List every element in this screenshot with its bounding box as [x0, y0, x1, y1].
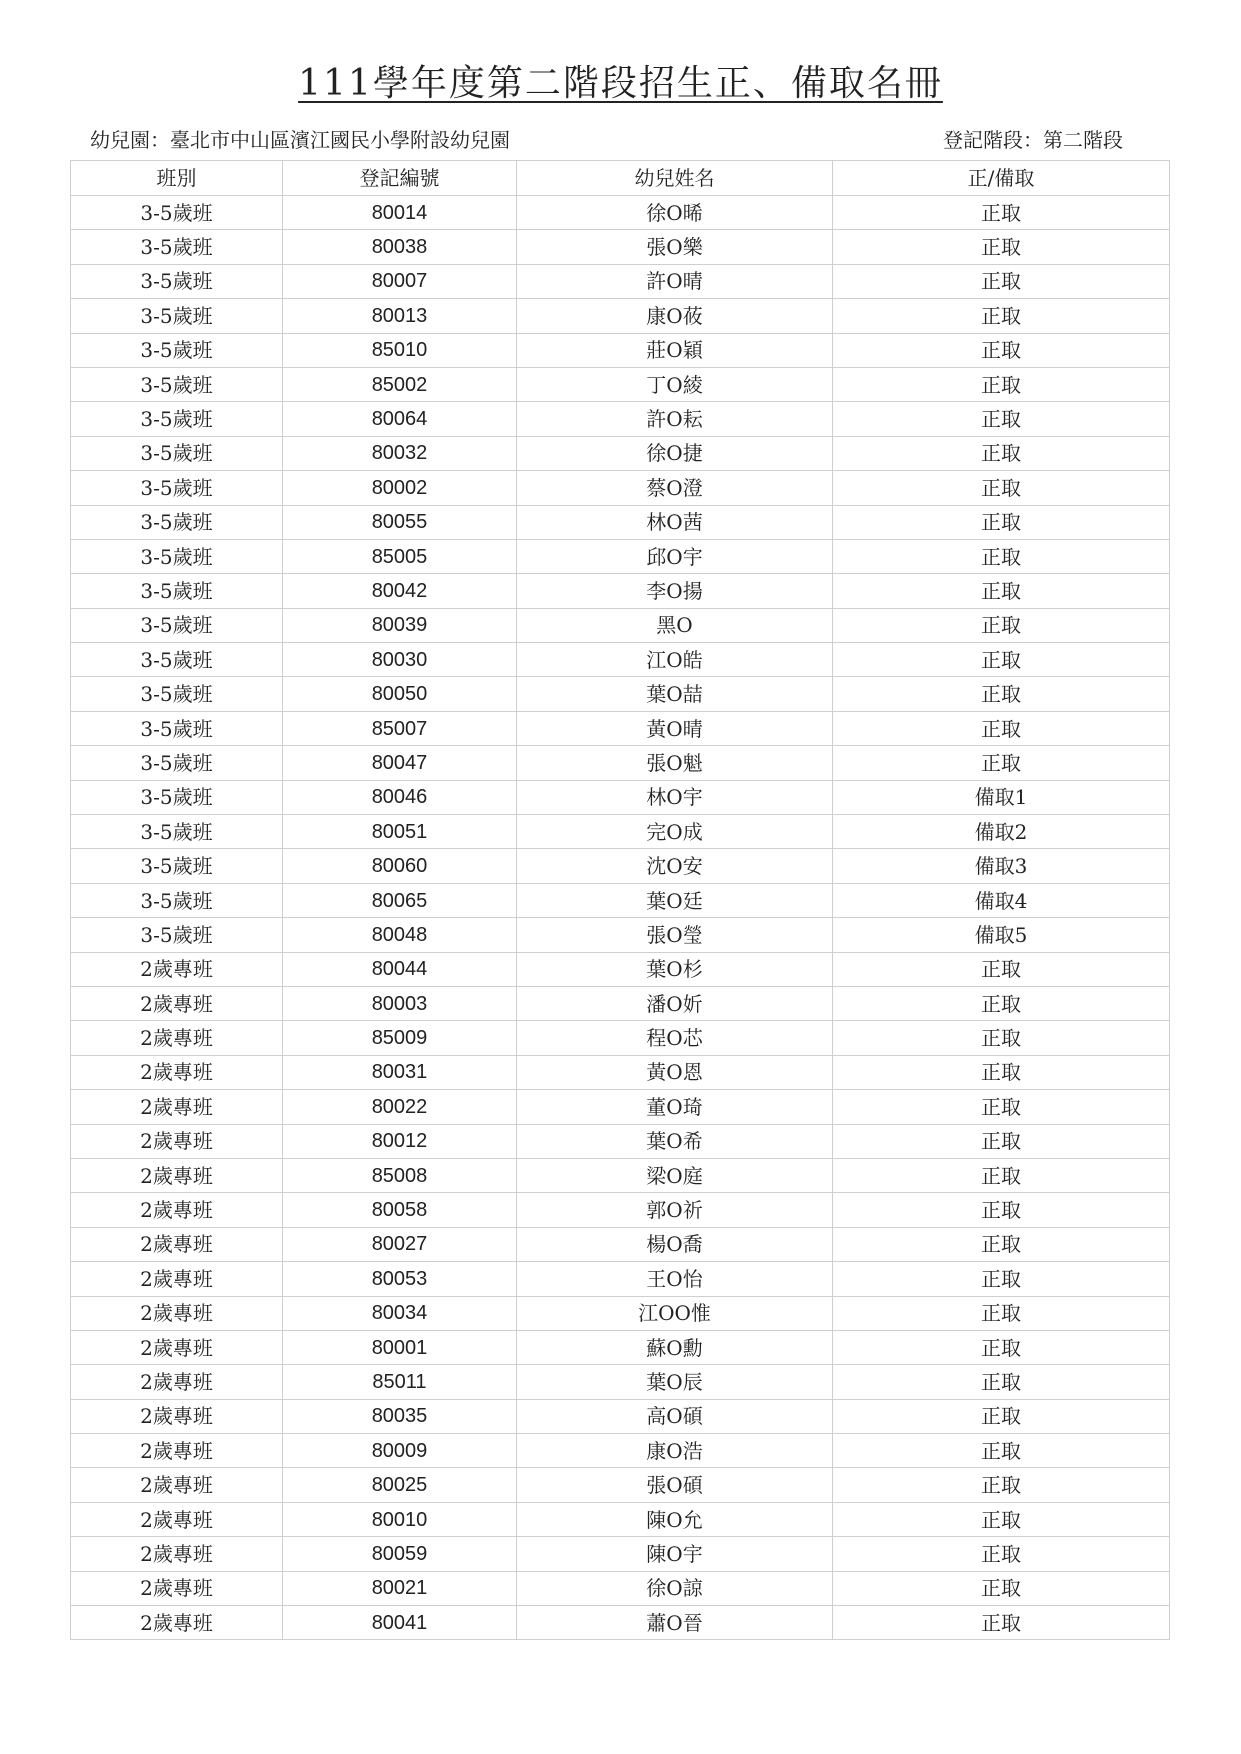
cell-admission-status: 正取 [833, 1502, 1170, 1536]
table-row [71, 333, 1170, 367]
table-row [71, 1468, 1170, 1502]
cell-registration-number: 85011 [283, 1365, 517, 1399]
table-row [71, 918, 1170, 952]
cell-class: 3-5歲班 [71, 505, 283, 539]
cell-child-name: 高O碩 [517, 1399, 833, 1433]
cell-child-name: 葉O喆 [517, 677, 833, 711]
cell-admission-status: 正取 [833, 1537, 1170, 1571]
cell-child-name: 葉O辰 [517, 1365, 833, 1399]
table-row [71, 1571, 1170, 1605]
cell-registration-number: 80001 [283, 1330, 517, 1364]
registration-stage: 登記階段：第二階段 [943, 128, 1123, 152]
cell-child-name: 江OO惟 [517, 1296, 833, 1330]
cell-child-name: 康O莜 [517, 299, 833, 333]
table-row [71, 746, 1170, 780]
table-row [71, 402, 1170, 436]
cell-admission-status: 正取 [833, 1606, 1170, 1640]
cell-registration-number: 85005 [283, 539, 517, 573]
cell-admission-status: 正取 [833, 367, 1170, 401]
cell-child-name: 潘O妡 [517, 986, 833, 1020]
cell-class: 2歲專班 [71, 1090, 283, 1124]
cell-class: 2歲專班 [71, 1399, 283, 1433]
table-row [71, 1537, 1170, 1571]
cell-admission-status: 正取 [833, 471, 1170, 505]
cell-admission-status: 正取 [833, 1193, 1170, 1227]
table-row [71, 1227, 1170, 1261]
cell-child-name: 丁O綾 [517, 367, 833, 401]
table-row [71, 815, 1170, 849]
cell-child-name: 徐O捷 [517, 436, 833, 470]
table-row [71, 1021, 1170, 1055]
table-header-row [71, 161, 1170, 196]
cell-registration-number: 80042 [283, 574, 517, 608]
cell-class: 3-5歲班 [71, 746, 283, 780]
cell-admission-status: 正取 [833, 1468, 1170, 1502]
cell-child-name: 許O耘 [517, 402, 833, 436]
cell-child-name: 江O皓 [517, 643, 833, 677]
cell-child-name: 蕭O晉 [517, 1606, 833, 1640]
cell-child-name: 梁O庭 [517, 1158, 833, 1192]
kindergarten-name: 幼兒園：臺北市中山區濱江國民小學附設幼兒園 [90, 128, 510, 152]
cell-class: 3-5歲班 [71, 677, 283, 711]
cell-class: 2歲專班 [71, 1227, 283, 1261]
table-row [71, 505, 1170, 539]
cell-child-name: 林O宇 [517, 780, 833, 814]
cell-child-name: 陳O宇 [517, 1537, 833, 1571]
cell-class: 2歲專班 [71, 1537, 283, 1571]
cell-class: 3-5歲班 [71, 539, 283, 573]
table-row [71, 1124, 1170, 1158]
cell-class: 3-5歲班 [71, 196, 283, 230]
table-row [71, 436, 1170, 470]
table-row [71, 643, 1170, 677]
cell-admission-status: 備取5 [833, 918, 1170, 952]
table-row [71, 539, 1170, 573]
cell-admission-status: 正取 [833, 539, 1170, 573]
cell-class: 3-5歲班 [71, 711, 283, 745]
cell-admission-status: 正取 [833, 196, 1170, 230]
cell-registration-number: 80064 [283, 402, 517, 436]
cell-registration-number: 80014 [283, 196, 517, 230]
document-title-text: 111學年度第二階段招生正、備取名冊 [298, 63, 943, 104]
cell-admission-status: 正取 [833, 1158, 1170, 1192]
cell-registration-number: 80009 [283, 1434, 517, 1468]
cell-child-name: 完O成 [517, 815, 833, 849]
cell-class: 3-5歲班 [71, 230, 283, 264]
table-row [71, 1055, 1170, 1089]
cell-registration-number: 80032 [283, 436, 517, 470]
cell-registration-number: 80041 [283, 1606, 517, 1640]
column-header-class: 班別 [71, 161, 283, 196]
table-row [71, 1330, 1170, 1364]
cell-admission-status: 正取 [833, 436, 1170, 470]
cell-admission-status: 正取 [833, 264, 1170, 298]
cell-registration-number: 80031 [283, 1055, 517, 1089]
cell-admission-status: 正取 [833, 1055, 1170, 1089]
cell-admission-status: 正取 [833, 986, 1170, 1020]
table-row [71, 367, 1170, 401]
document-title [0, 55, 1241, 106]
cell-registration-number: 80007 [283, 264, 517, 298]
cell-registration-number: 80002 [283, 471, 517, 505]
cell-admission-status: 正取 [833, 711, 1170, 745]
column-header-admission-status: 正/備取 [833, 161, 1170, 196]
cell-admission-status: 正取 [833, 952, 1170, 986]
cell-registration-number: 80035 [283, 1399, 517, 1433]
cell-class: 2歲專班 [71, 1468, 283, 1502]
cell-admission-status: 正取 [833, 608, 1170, 642]
cell-class: 2歲專班 [71, 1262, 283, 1296]
cell-registration-number: 80012 [283, 1124, 517, 1158]
cell-admission-status: 正取 [833, 1330, 1170, 1364]
cell-admission-status: 正取 [833, 505, 1170, 539]
cell-registration-number: 80048 [283, 918, 517, 952]
cell-registration-number: 80010 [283, 1502, 517, 1536]
cell-registration-number: 80021 [283, 1571, 517, 1605]
cell-child-name: 陳O允 [517, 1502, 833, 1536]
cell-admission-status: 正取 [833, 333, 1170, 367]
column-header-child-name: 幼兒姓名 [517, 161, 833, 196]
cell-class: 2歲專班 [71, 1021, 283, 1055]
cell-registration-number: 80053 [283, 1262, 517, 1296]
cell-child-name: 葉O希 [517, 1124, 833, 1158]
cell-class: 3-5歲班 [71, 264, 283, 298]
table-row [71, 1158, 1170, 1192]
cell-class: 2歲專班 [71, 1158, 283, 1192]
table-row [71, 1365, 1170, 1399]
cell-class: 2歲專班 [71, 1571, 283, 1605]
cell-admission-status: 正取 [833, 574, 1170, 608]
cell-admission-status: 正取 [833, 1434, 1170, 1468]
cell-registration-number: 80013 [283, 299, 517, 333]
cell-registration-number: 80060 [283, 849, 517, 883]
table-row [71, 1434, 1170, 1468]
cell-class: 3-5歲班 [71, 815, 283, 849]
cell-child-name: 黃O晴 [517, 711, 833, 745]
cell-class: 3-5歲班 [71, 883, 283, 917]
table-row [71, 1606, 1170, 1640]
cell-admission-status: 備取1 [833, 780, 1170, 814]
cell-admission-status: 備取3 [833, 849, 1170, 883]
cell-class: 3-5歲班 [71, 918, 283, 952]
cell-registration-number: 85010 [283, 333, 517, 367]
table-row [71, 264, 1170, 298]
cell-admission-status: 正取 [833, 1021, 1170, 1055]
cell-registration-number: 80030 [283, 643, 517, 677]
table-row [71, 1193, 1170, 1227]
cell-registration-number: 85007 [283, 711, 517, 745]
table-row [71, 711, 1170, 745]
cell-class: 3-5歲班 [71, 299, 283, 333]
cell-registration-number: 80051 [283, 815, 517, 849]
cell-class: 2歲專班 [71, 1365, 283, 1399]
cell-registration-number: 80022 [283, 1090, 517, 1124]
table-row [71, 1090, 1170, 1124]
cell-admission-status: 正取 [833, 643, 1170, 677]
cell-class: 2歲專班 [71, 1502, 283, 1536]
cell-child-name: 董O琦 [517, 1090, 833, 1124]
cell-child-name: 葉O杉 [517, 952, 833, 986]
table-row [71, 849, 1170, 883]
table-row [71, 1502, 1170, 1536]
cell-child-name: 黃O恩 [517, 1055, 833, 1089]
cell-admission-status: 正取 [833, 1365, 1170, 1399]
cell-class: 3-5歲班 [71, 574, 283, 608]
cell-class: 3-5歲班 [71, 780, 283, 814]
cell-registration-number: 80027 [283, 1227, 517, 1261]
cell-child-name: 蔡O澄 [517, 471, 833, 505]
cell-class: 3-5歲班 [71, 367, 283, 401]
cell-class: 3-5歲班 [71, 436, 283, 470]
cell-class: 2歲專班 [71, 1434, 283, 1468]
cell-class: 3-5歲班 [71, 849, 283, 883]
cell-class: 3-5歲班 [71, 643, 283, 677]
table-row [71, 471, 1170, 505]
cell-class: 2歲專班 [71, 952, 283, 986]
cell-admission-status: 正取 [833, 1262, 1170, 1296]
cell-child-name: 郭O祈 [517, 1193, 833, 1227]
cell-class: 2歲專班 [71, 1606, 283, 1640]
table-row [71, 986, 1170, 1020]
cell-class: 2歲專班 [71, 1193, 283, 1227]
cell-class: 2歲專班 [71, 1330, 283, 1364]
cell-registration-number: 80055 [283, 505, 517, 539]
table-row [71, 1262, 1170, 1296]
cell-child-name: 王O怡 [517, 1262, 833, 1296]
cell-admission-status: 正取 [833, 746, 1170, 780]
table-row [71, 608, 1170, 642]
table-row [71, 574, 1170, 608]
cell-class: 3-5歲班 [71, 608, 283, 642]
cell-child-name: 李O揚 [517, 574, 833, 608]
cell-registration-number: 85002 [283, 367, 517, 401]
cell-admission-status: 正取 [833, 1227, 1170, 1261]
cell-child-name: 葉O廷 [517, 883, 833, 917]
cell-admission-status: 正取 [833, 1296, 1170, 1330]
cell-admission-status: 正取 [833, 299, 1170, 333]
cell-admission-status: 正取 [833, 1571, 1170, 1605]
cell-registration-number: 80025 [283, 1468, 517, 1502]
table-row [71, 299, 1170, 333]
cell-registration-number: 80044 [283, 952, 517, 986]
cell-registration-number: 85009 [283, 1021, 517, 1055]
column-header-registration-number: 登記編號 [283, 161, 517, 196]
cell-admission-status: 備取2 [833, 815, 1170, 849]
cell-admission-status: 正取 [833, 1090, 1170, 1124]
cell-child-name: 程O芯 [517, 1021, 833, 1055]
cell-class: 2歲專班 [71, 1124, 283, 1158]
cell-class: 3-5歲班 [71, 333, 283, 367]
cell-admission-status: 正取 [833, 402, 1170, 436]
table-row [71, 196, 1170, 230]
table-row [71, 780, 1170, 814]
cell-child-name: 莊O穎 [517, 333, 833, 367]
cell-class: 3-5歲班 [71, 402, 283, 436]
cell-registration-number: 80003 [283, 986, 517, 1020]
cell-child-name: 林O茜 [517, 505, 833, 539]
cell-registration-number: 80034 [283, 1296, 517, 1330]
cell-registration-number: 80058 [283, 1193, 517, 1227]
cell-registration-number: 80059 [283, 1537, 517, 1571]
cell-class: 2歲專班 [71, 1055, 283, 1089]
cell-child-name: 沈O安 [517, 849, 833, 883]
table-body [71, 196, 1170, 1640]
cell-child-name: 張O樂 [517, 230, 833, 264]
cell-admission-status: 正取 [833, 230, 1170, 264]
cell-child-name: 許O晴 [517, 264, 833, 298]
cell-child-name: 徐O晞 [517, 196, 833, 230]
admission-roster-table [70, 160, 1170, 1640]
cell-child-name: 蘇O勳 [517, 1330, 833, 1364]
cell-admission-status: 正取 [833, 1124, 1170, 1158]
cell-admission-status: 備取4 [833, 883, 1170, 917]
cell-child-name: 楊O喬 [517, 1227, 833, 1261]
table-row [71, 883, 1170, 917]
table-row [71, 1296, 1170, 1330]
cell-registration-number: 80038 [283, 230, 517, 264]
cell-registration-number: 80046 [283, 780, 517, 814]
cell-admission-status: 正取 [833, 1399, 1170, 1433]
cell-registration-number: 85008 [283, 1158, 517, 1192]
cell-child-name: 康O浩 [517, 1434, 833, 1468]
cell-registration-number: 80065 [283, 883, 517, 917]
cell-child-name: 張O魁 [517, 746, 833, 780]
cell-registration-number: 80047 [283, 746, 517, 780]
cell-class: 2歲專班 [71, 986, 283, 1020]
cell-registration-number: 80050 [283, 677, 517, 711]
table-row [71, 677, 1170, 711]
cell-class: 2歲專班 [71, 1296, 283, 1330]
cell-admission-status: 正取 [833, 677, 1170, 711]
cell-class: 3-5歲班 [71, 471, 283, 505]
cell-registration-number: 80039 [283, 608, 517, 642]
cell-child-name: 黑O [517, 608, 833, 642]
table-row [71, 952, 1170, 986]
cell-child-name: 張O碩 [517, 1468, 833, 1502]
table-row [71, 230, 1170, 264]
cell-child-name: 徐O諒 [517, 1571, 833, 1605]
cell-child-name: 張O瑩 [517, 918, 833, 952]
cell-child-name: 邱O宇 [517, 539, 833, 573]
table-row [71, 1399, 1170, 1433]
